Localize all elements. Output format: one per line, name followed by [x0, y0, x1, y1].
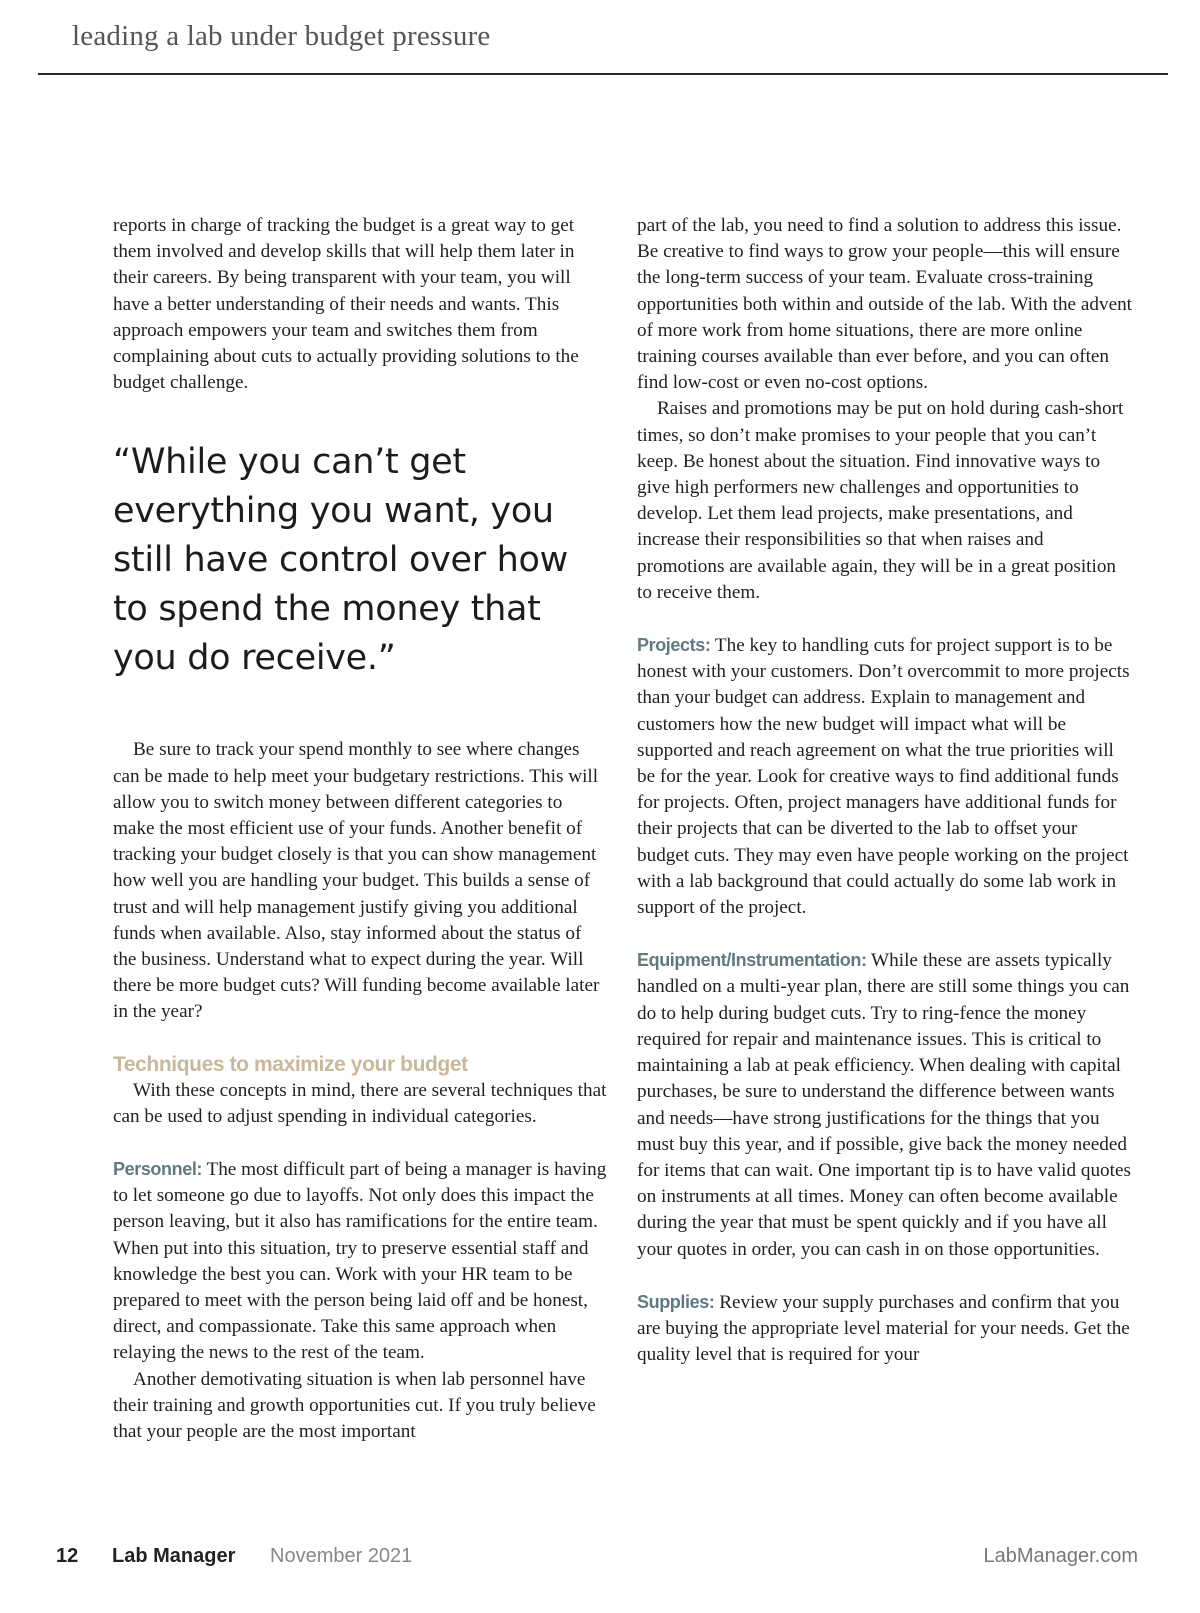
- spacer: [113, 1130, 608, 1156]
- projects-paragraph: [637, 632, 1132, 921]
- personnel-label: Personnel:: [113, 1159, 203, 1180]
- left-paragraph-4: Another demotivating situation is when lab personnel have their training and growth opportunities cut. If you truly believe that your people are the most important: [113, 1368, 596, 1443]
- issue-date: November 2021: [270, 1545, 413, 1567]
- right-paragraph-1: part of the lab, you need to find a solution to address this issue. Be creative to find ways to grow your people—this will ensure the long-term success of your team. Evaluate cross-training opportunities both within and outside of the lab. With the advent of more work from home situations, there are more online training courses available than ever before, and you can often find low-cost or even no-cost options.: [637, 215, 1133, 394]
- supplies-text: Review your supply purchases and confirm that you are buying the appropriate level material for your needs. Get the quality level that is required for your: [637, 1291, 1130, 1366]
- spacer: [637, 1263, 1132, 1289]
- supplies-paragraph: [637, 1289, 1132, 1369]
- personnel-paragraph: [113, 1156, 608, 1367]
- site-url[interactable]: LabManager.com: [983, 1545, 1138, 1567]
- spacer: [637, 606, 1132, 632]
- header-rule: [38, 73, 1168, 75]
- pull-quote: “While you can’t get everything you want, you still have control over how to spend the money that you do receive.”: [113, 442, 569, 679]
- page-footer: [0, 1545, 1200, 1577]
- left-column: [113, 213, 608, 1445]
- left-paragraph-1: reports in charge of tracking the budget is a great way to get them involved and develop skills that will help them later in their careers. By being transparent with your team, you will have a better understanding of their needs and wants. This approach empowers your team and switches them from complaining about cuts to actually providing solutions to the budget challenge.: [113, 215, 579, 394]
- projects-text: The key to handling cuts for project support is to be honest with your customers. Don’t overcommit to more projects than your budget can address. Explain to management and customers how the new budget will impact what will be supported and reach agreement on what the true priorities will be for the year. Look for creative ways to find additional funds for projects. Often, project managers have additional funds for their projects that can be diverted to the lab to offset your budget cuts. They may even have people working on the project with a lab background that could actually do some lab work in support of the project.: [637, 635, 1130, 919]
- personnel-text: The most difficult part of being a manager is having to let someone go due to layoffs. Not only does this impact the person leaving, but it also has ramifications for the entire team. When put into this situation, try to preserve essential staff and knowledge the best you can. Work with your HR team to be prepared to meet with the person being laid off and be honest, direct, and compassionate. Take this same approach when relaying the news to the rest of the team.: [113, 1159, 607, 1364]
- running-header: leading a lab under budget pressure: [72, 20, 491, 52]
- left-paragraph-3: With these concepts in mind, there are several techniques that can be used to adjust spending in individual categories.: [113, 1079, 607, 1127]
- spacer: [637, 921, 1132, 947]
- projects-label: Projects:: [637, 635, 711, 656]
- equipment-text: While these are assets typically handled on a multi-year plan, there are still some things you can do to help during budget cuts. Try to ring-fence the money required for repair and maintenance issues. This is critical to maintaining a lab at peak efficiency. When dealing with capital purchases, be sure to understand the difference between wants and needs—have strong justifications for the things that you must buy this year, and if possible, give back the money needed for items that can wait. One important tip is to have valid quotes on instruments at all times. Money can often become available during the year that must be spent quickly and if you have all your quotes in order, you can cash in on those opportunities.: [637, 950, 1131, 1260]
- right-column: [637, 213, 1132, 1368]
- left-paragraph-2: Be sure to track your spend monthly to see where changes can be made to help meet your budgetary restrictions. This will allow you to switch money between different categories to make the most efficient use of your funds. Another benefit of tracking your budget closely is that you can show management how well you are handling your budget. This builds a sense of trust and will help management justify giving you additional funds when available. Also, stay informed about the status of the business. Understand what to expect during the year. Will there be more budget cuts? Will funding become available later in the year?: [113, 739, 600, 1023]
- magazine-name: Lab Manager: [112, 1545, 236, 1567]
- right-paragraph-2: Raises and promotions may be put on hold during cash-short times, so don’t make promises to your people that you can’t keep. Be honest about the situation. Find innovative ways to give high performers new challenges and opportunities to develop. Let them lead projects, make presentations, and increase their responsibilities so that when raises and promotions are available again, they will be in a great position to receive them.: [637, 398, 1124, 603]
- equipment-label: Equipment/Instrumentation:: [637, 950, 867, 971]
- supplies-label: Supplies:: [637, 1291, 715, 1312]
- page-number: 12: [56, 1545, 79, 1567]
- section-heading: Techniques to maximize your budget: [113, 1052, 468, 1076]
- equipment-paragraph: [637, 947, 1132, 1262]
